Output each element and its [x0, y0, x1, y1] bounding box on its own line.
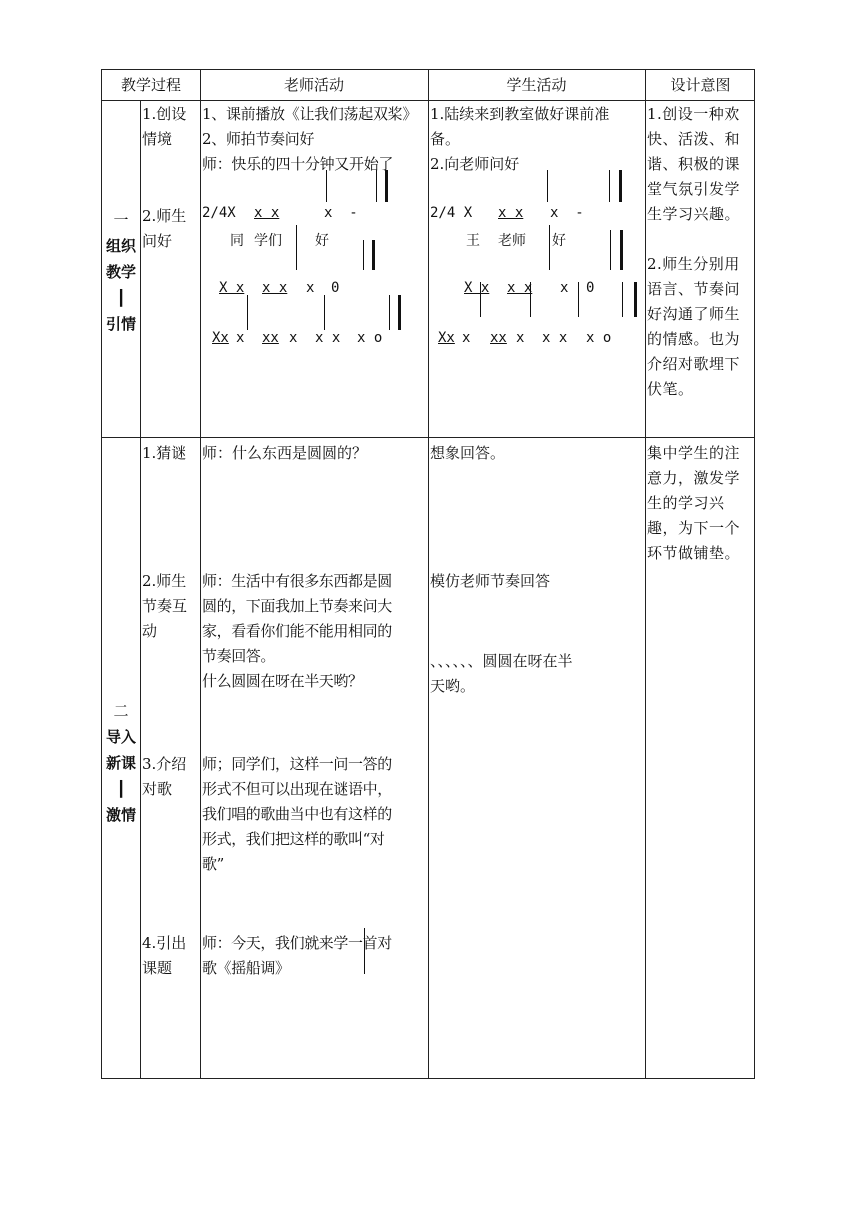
bar-line — [530, 282, 531, 317]
step-label: 3.介绍 — [142, 755, 187, 773]
col-divider — [645, 70, 646, 1078]
intent-line: 伏笔。 — [647, 380, 694, 398]
rhythm-note: xx — [490, 330, 507, 346]
rhythm-note: x o — [586, 330, 612, 346]
col-divider — [200, 70, 201, 1078]
section2-title-line: ┃ — [116, 780, 126, 798]
teacher-line: 师：生活中有很多东西都是圆 — [202, 572, 392, 590]
rhythm-word: 好 — [552, 233, 566, 249]
bar-line — [389, 295, 390, 330]
bar-line — [480, 282, 481, 317]
intent-line: 生学习兴趣。 — [647, 205, 741, 223]
section1-student-text — [430, 102, 644, 177]
header-student: 学生活动 — [506, 76, 567, 94]
teacher-line: 家，看看你们能不能用相同的 — [202, 622, 392, 640]
student-line: 备。 — [430, 130, 461, 148]
teacher-line: 1、课前播放《让我们荡起双桨》 — [202, 105, 418, 123]
section2-title-line: 新课 — [105, 754, 136, 772]
bar-line — [398, 295, 401, 330]
rhythm-rest: x - — [550, 205, 584, 221]
section2-num: 二 — [113, 702, 129, 720]
rhythm-note: Xx — [212, 330, 229, 346]
rhythm-note: Xx — [438, 330, 455, 346]
intent-line: 生的学习兴 — [647, 494, 725, 512]
rhythm-note: X x — [219, 280, 245, 296]
intent-line: 1.创设一种欢 — [647, 105, 740, 123]
lesson-plan-table — [101, 69, 755, 1079]
student-line: 天哟。 — [430, 677, 476, 695]
step-label: 问好 — [142, 232, 173, 250]
section2-title-line: 导入 — [105, 728, 136, 746]
bar-line — [376, 170, 377, 202]
teacher-line: 我们唱的歌曲当中也有这样的 — [202, 805, 392, 823]
intent-line — [647, 227, 755, 252]
rhythm-note: xx — [262, 330, 279, 346]
teacher-line: 歌《摇船调》 — [202, 959, 290, 977]
rhythm-note: x — [516, 330, 525, 346]
teacher-line: 师：什么东西是圆圆的？ — [202, 444, 368, 462]
section2-title-line: 激情 — [105, 806, 136, 824]
rhythm-note: x x — [507, 280, 533, 296]
bar-line — [549, 225, 550, 270]
intent-line: 堂气氛引发学 — [647, 180, 741, 198]
teacher-line: 形式不但可以出现在谜语中， — [202, 780, 392, 798]
bar-line — [385, 170, 388, 202]
section2-step-3 — [142, 752, 198, 802]
header-intent: 设计意图 — [670, 76, 731, 94]
rhythm-note: 0 — [586, 280, 595, 296]
step-label: 2.师生 — [142, 572, 187, 590]
section2-step-4 — [142, 931, 198, 981]
section2-step-1 — [142, 441, 198, 466]
intent-line: 语言、节奏问 — [647, 280, 741, 298]
bar-line — [364, 928, 365, 974]
rhythm-notes: x x — [498, 205, 524, 221]
step-label: 1.猜谜 — [142, 444, 187, 462]
col-divider — [428, 70, 429, 1078]
section1-title-line: ┃ — [116, 289, 126, 307]
rhythm-meter: 2/4 X — [430, 205, 473, 221]
header-process: 教学过程 — [120, 76, 181, 94]
intent-line: 趣，为下一个 — [647, 519, 741, 537]
rhythm-note: x — [306, 280, 315, 296]
teacher-line: 歌” — [202, 855, 224, 873]
bar-line — [363, 240, 364, 270]
rhythm-word: 好 — [315, 233, 329, 249]
rhythm-meter: 2/4X — [202, 205, 236, 221]
bar-line — [609, 170, 610, 202]
student-line: 模仿老师节奏回答 — [430, 572, 551, 590]
teacher-line: 形式，我们把这样的歌叫“对 — [202, 830, 385, 848]
step-label: 动 — [142, 622, 158, 640]
intent-line: 的情感。也为 — [647, 330, 741, 348]
rhythm-note: 0 — [331, 280, 340, 296]
step-label: 情境 — [142, 130, 173, 148]
rhythm-word: 学们 — [254, 233, 282, 249]
intent-line: 介绍对歌埋下 — [647, 355, 741, 373]
step-label: 1.创设 — [142, 105, 187, 123]
section1-title — [102, 207, 140, 337]
section2-teacher-3 — [202, 752, 428, 877]
student-line: 2.向老师问好 — [430, 155, 520, 173]
intent-line: 快、活泼、和 — [647, 130, 741, 148]
teacher-line: 师；同学们，这样一问一答的 — [202, 755, 392, 773]
bar-line — [324, 295, 325, 330]
section1-step-2 — [142, 204, 198, 254]
section1-intent-text — [647, 102, 755, 402]
rhythm-word: 王 — [466, 233, 480, 249]
intent-line: 谐、积极的课 — [647, 155, 741, 173]
rhythm-note: x — [560, 280, 569, 296]
section2-intent-text — [647, 441, 755, 566]
bar-line — [296, 225, 297, 270]
section1-step-1 — [142, 102, 198, 152]
bar-line — [610, 230, 611, 270]
teacher-line: 师：快乐的四十分钟又开始了 — [202, 155, 394, 173]
step-label: 对歌 — [142, 780, 173, 798]
teacher-line: 2、师拍节奏问好 — [202, 130, 315, 148]
section-divider — [102, 437, 754, 438]
bar-line — [247, 295, 248, 330]
section1-title-line: 组织 — [105, 237, 136, 255]
rhythm-note: x — [236, 330, 245, 346]
intent-line: 环节做铺垫。 — [647, 544, 741, 562]
section1-teacher-text — [202, 102, 428, 177]
student-line: 、、、、、、圆圆在呀在半 — [430, 652, 573, 670]
teacher-line: 节奏回答。 — [202, 647, 276, 665]
rhythm-word: 老师 — [498, 233, 526, 249]
step-label: 节奏互 — [142, 597, 188, 615]
rhythm-note: x — [289, 330, 298, 346]
bar-line — [547, 170, 548, 202]
header-teacher: 老师活动 — [283, 76, 344, 94]
rhythm-note: x o — [357, 330, 383, 346]
intent-line: 集中学生的注 — [647, 444, 741, 462]
student-line: 1.陆续来到教室做好课前准 — [430, 105, 610, 123]
step-label: 课题 — [142, 959, 173, 977]
student-line: 想象回答。 — [430, 444, 506, 462]
step-col-divider — [140, 100, 141, 1078]
rhythm-note: x x — [315, 330, 341, 346]
bar-line — [619, 170, 622, 202]
bar-line — [620, 230, 623, 270]
bar-line — [578, 282, 579, 317]
rhythm-note: x — [462, 330, 471, 346]
bar-line — [326, 170, 327, 202]
section2-title — [102, 698, 140, 828]
bar-line — [634, 282, 637, 317]
bar-line — [622, 282, 623, 317]
rhythm-word: 同 — [230, 233, 244, 249]
section1-num: 一 — [113, 211, 129, 229]
teacher-line: 圆的，下面我加上节奏来问大 — [202, 597, 392, 615]
bar-line — [372, 240, 375, 270]
header-divider — [102, 100, 754, 101]
rhythm-note: x x — [542, 330, 568, 346]
teacher-line: 师：今天，我们就来学一首对 — [202, 934, 392, 952]
teacher-line: 什么圆圆在呀在半天哟？ — [202, 672, 363, 690]
intent-line: 意力，激发学 — [647, 469, 741, 487]
section1-title-line: 教学 — [105, 263, 136, 281]
rhythm-rest: x - — [324, 205, 358, 221]
rhythm-note: X x — [464, 280, 490, 296]
intent-line: 好沟通了师生 — [647, 305, 741, 323]
section2-student-2 — [430, 569, 644, 594]
section2-step-2 — [142, 569, 198, 644]
section1-title-line: 引情 — [105, 315, 136, 333]
rhythm-note: x x — [262, 280, 288, 296]
section2-student-3 — [430, 649, 644, 699]
intent-line: 2.师生分别用 — [647, 255, 740, 273]
section2-teacher-4 — [202, 931, 428, 981]
step-label: 2.师生 — [142, 207, 187, 225]
section2-student-1 — [430, 441, 644, 466]
rhythm-notes: x x — [254, 205, 280, 221]
section2-teacher-2 — [202, 569, 428, 694]
step-label: 4.引出 — [142, 934, 187, 952]
section2-teacher-1 — [202, 441, 428, 466]
